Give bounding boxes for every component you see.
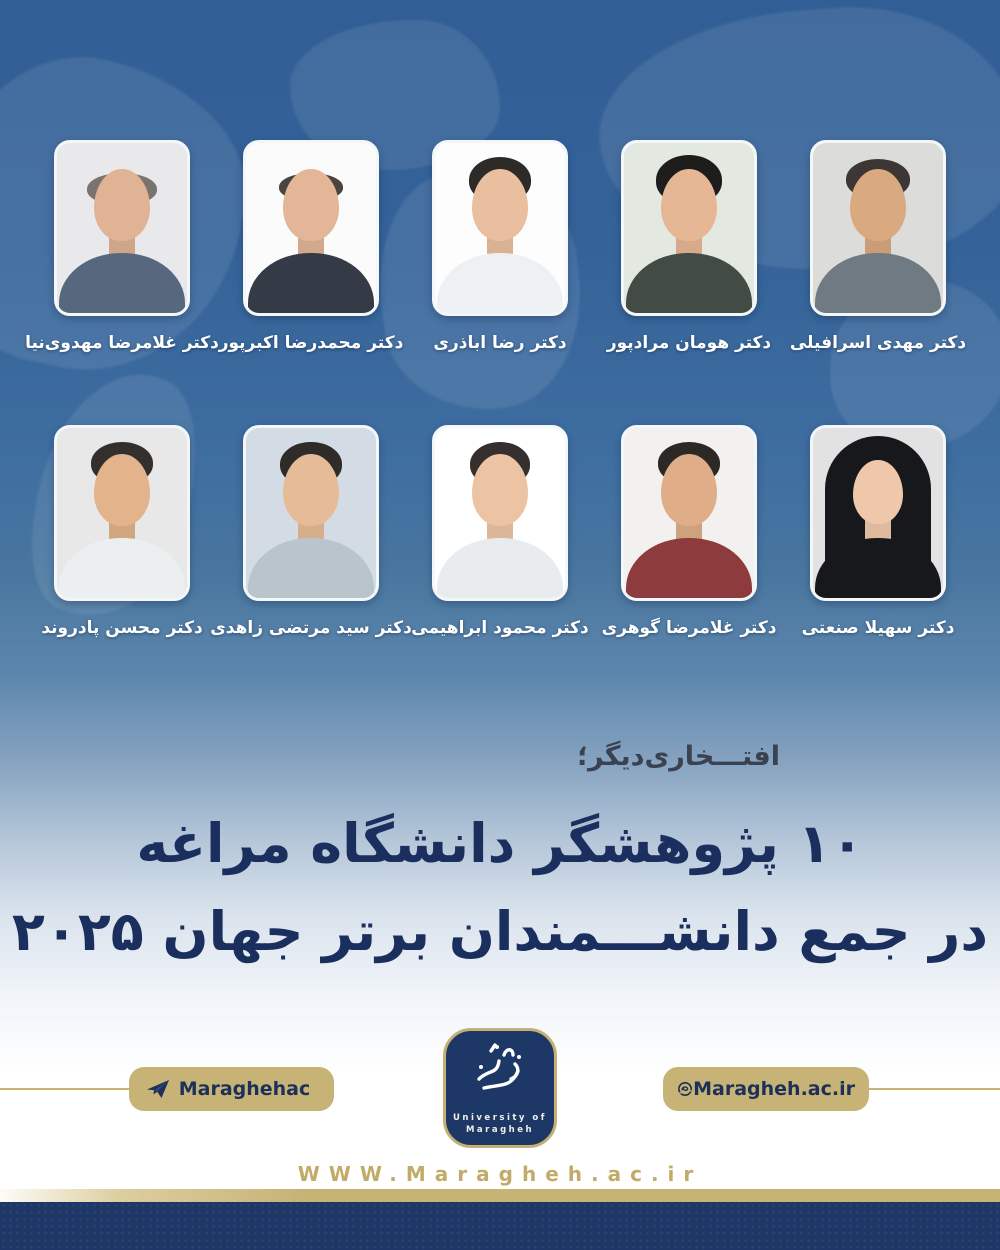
gold-connector-line xyxy=(868,1088,1000,1090)
researcher-card xyxy=(210,425,412,638)
portrait-face xyxy=(661,454,717,526)
portrait-face xyxy=(472,169,528,241)
university-calligraphy-mark xyxy=(467,1039,533,1103)
person-name: دکتر رضا اباذری xyxy=(433,333,567,353)
portrait-photo xyxy=(432,425,568,601)
headline-line2: در جمع دانشـــمندان برتر جهان ۲۰۲۵ xyxy=(11,900,989,963)
researcher-card xyxy=(41,425,203,638)
researcher-card xyxy=(606,140,772,353)
website-url: Maragheh.ac.ir xyxy=(693,1078,855,1100)
portrait-photo xyxy=(432,140,568,316)
gold-divider-bar xyxy=(0,1189,1000,1202)
portrait-photo xyxy=(243,425,379,601)
person-name: دکتر محسن پادروند xyxy=(41,618,203,638)
kicker-text: افتـــخاری‌دیگر؛ xyxy=(577,741,780,772)
logo-line2: Maragheh xyxy=(465,1125,535,1135)
portrait-face xyxy=(94,454,150,526)
researcher-card xyxy=(801,425,955,638)
footer-navy-bar xyxy=(0,1202,1000,1250)
portrait-shoulders xyxy=(437,253,563,316)
person-name: دکتر محمود ابراهیمی xyxy=(411,618,589,638)
person-name: دکتر غلامرضا مهدوی‌نیا xyxy=(25,333,219,353)
researchers-row-1 xyxy=(0,140,1000,353)
portrait-face xyxy=(853,460,903,524)
globe-e-icon xyxy=(677,1074,693,1104)
portrait-photo xyxy=(54,425,190,601)
logo-line1: University of xyxy=(453,1113,547,1123)
portrait-photo xyxy=(54,140,190,316)
portrait-shoulders xyxy=(815,253,941,316)
researcher-card xyxy=(25,140,219,353)
researcher-card xyxy=(432,140,568,353)
researcher-card xyxy=(601,425,777,638)
portrait-shoulders xyxy=(626,538,752,601)
person-name: دکتر هومان مرادپور xyxy=(606,333,772,353)
portrait-photo xyxy=(810,425,946,601)
website-url-bar: WWW.Maragheh.ac.ir xyxy=(297,1162,703,1186)
portrait-shoulders xyxy=(248,538,374,601)
website-badge[interactable] xyxy=(663,1067,869,1111)
portrait-photo xyxy=(621,425,757,601)
logo-wordmark xyxy=(453,1113,547,1135)
person-name: دکتر غلامرضا گوهری xyxy=(601,618,777,638)
portrait-face xyxy=(472,454,528,526)
person-name: دکتر مهدی اسرافیلی xyxy=(789,333,967,353)
portrait-shoulders xyxy=(59,538,185,601)
university-logo xyxy=(443,1028,557,1148)
researcher-card xyxy=(218,140,404,353)
person-name: دکتر محمدرضا اکبرپور xyxy=(218,333,404,353)
portrait-shoulders xyxy=(437,538,563,601)
portrait-shoulders xyxy=(59,253,185,316)
person-name: دکتر سید مرتضی زاهدی xyxy=(210,618,412,638)
headline xyxy=(0,800,1000,976)
portrait-shoulders xyxy=(626,253,752,316)
gold-connector-line xyxy=(0,1088,129,1090)
portrait-photo xyxy=(621,140,757,316)
portrait-photo xyxy=(243,140,379,316)
portrait-face xyxy=(661,169,717,241)
portrait-photo xyxy=(810,140,946,316)
portrait-face xyxy=(850,169,906,241)
telegram-handle: Maraghehac xyxy=(178,1078,311,1100)
portrait-face xyxy=(283,454,339,526)
researcher-card xyxy=(789,140,967,353)
researchers-row-2 xyxy=(0,425,1000,638)
telegram-badge[interactable] xyxy=(129,1067,334,1111)
portrait-shoulders xyxy=(248,253,374,316)
portrait-face xyxy=(94,169,150,241)
telegram-icon xyxy=(145,1077,171,1101)
person-name: دکتر سهیلا صنعتی xyxy=(801,618,955,638)
researcher-card xyxy=(411,425,589,638)
portrait-face xyxy=(283,169,339,241)
headline-line1: ۱۰ پژوهشگر دانشگاه مراغه xyxy=(136,812,864,875)
